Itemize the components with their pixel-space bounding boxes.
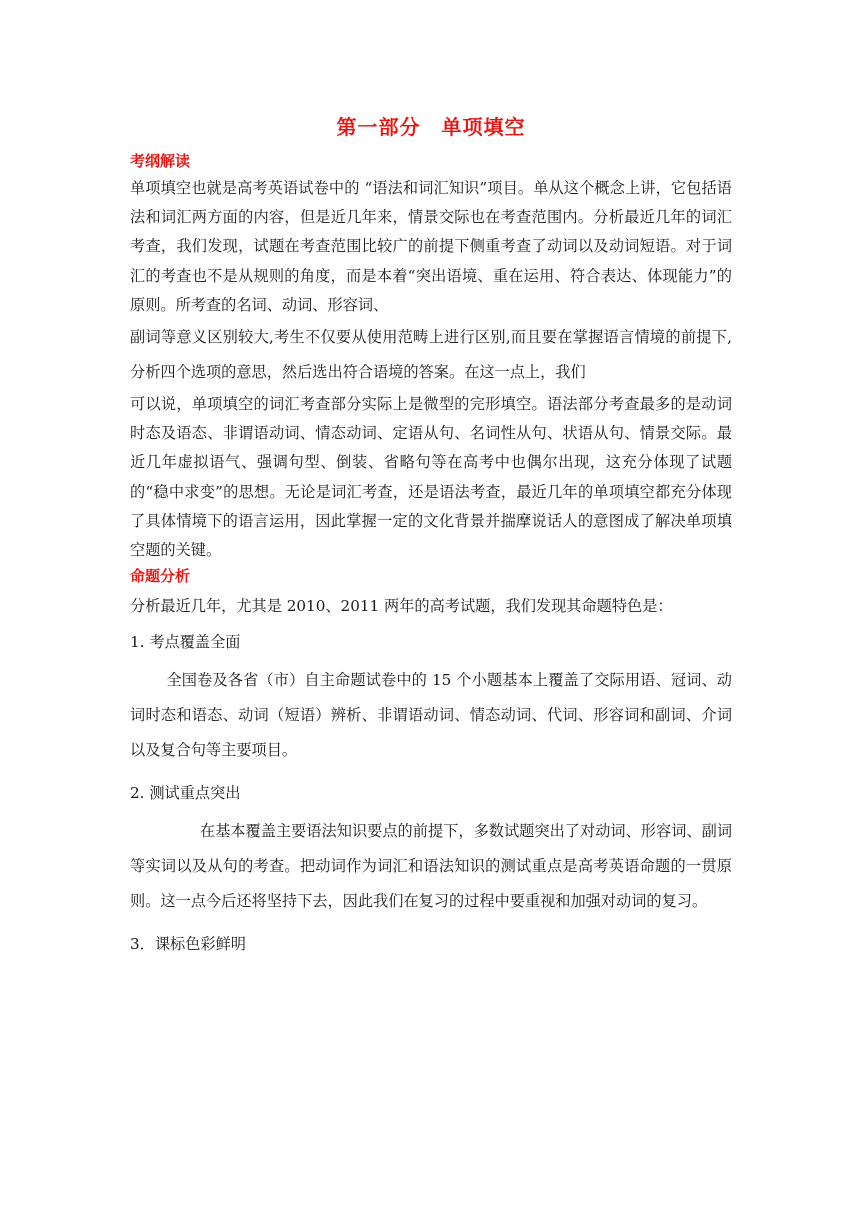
point-2-body: 在基本覆盖主要语法知识要点的前提下，多数试题突出了对动词、形容词、副词等实词以及从句的考查。把动词作为词汇和语法知识的测试重点是高考英语命题的一贯原则。这一点今后还将坚持下去，因此我们在复习的过程中要重视和加强对动词的复习。 [130,822,732,911]
point-1-body: 全国卷及各省（市）自主命题试卷中的 15 个小题基本上覆盖了交际用语、冠词、动词时态和语态、动词（短语）辨析、非谓语动词、情态动词、代词、形容词和副词、介词以及复合句等主要项目。 [130,671,732,760]
document-content [130,112,732,965]
page-title: 第一部分 单项填空 [336,115,526,139]
syllabus-paragraph-part-a: 单项填空也就是高考英语试卷中的 “语法和词汇知识”项目。单从这个概念上讲，它包括语法和词汇两方面的内容，但是近几年来，情景交际也在考查范围内。分析最近几年的词汇考查，我们发现，试题在考查范围比较广的前提下侧重考查了动词以及动词短语。对于词汇的考查也不是从规则的角度，而是本着“突出语境、重在运用、符合表达、体现能力”的原则。所考查的名词、动词、形容词、 [130,179,732,314]
point-1-label: 1. 考点覆盖全面 [130,633,241,652]
syllabus-paragraph-part-c: 可以说，单项填空的词汇考查部分实际上是微型的完形填空。语法部分考查最多的是动词时态及语态、非谓语动词、情态动词、定语从句、名词性从句、状语从句、情景交际。最近几年虚拟语气、强调句型、倒装、省略句等在高考中也偶尔出现，这充分体现了试题的“稳中求变”的思想。无论是词汇考查，还是语法考查，最近几年的单项填空都充分体现了具体情境下的语言运用，因此掌握一定的文化背景并揣摩说话人的意图成了解决单项填空题的关键。 [130,395,732,560]
syllabus-paragraph-part-b: 副词等意义区别较大,考生不仅要从使用范畴上进行区别,而且要在掌握语言情境的前提下,分析四个选项的意思，然后选出符合语境的答案。在这一点上，我们 [130,328,732,382]
analysis-intro: 分析最近几年，尤其是 2010、2011 两年的高考试题，我们发现其命题特色是： [130,597,673,616]
point-2-label: 2. 测试重点突出 [130,784,241,803]
section-heading-analysis: 命题分析 [130,567,191,586]
section-heading-syllabus: 考纲解读 [130,152,191,170]
point-3-label: 3．课标色彩鲜明 [130,935,246,954]
